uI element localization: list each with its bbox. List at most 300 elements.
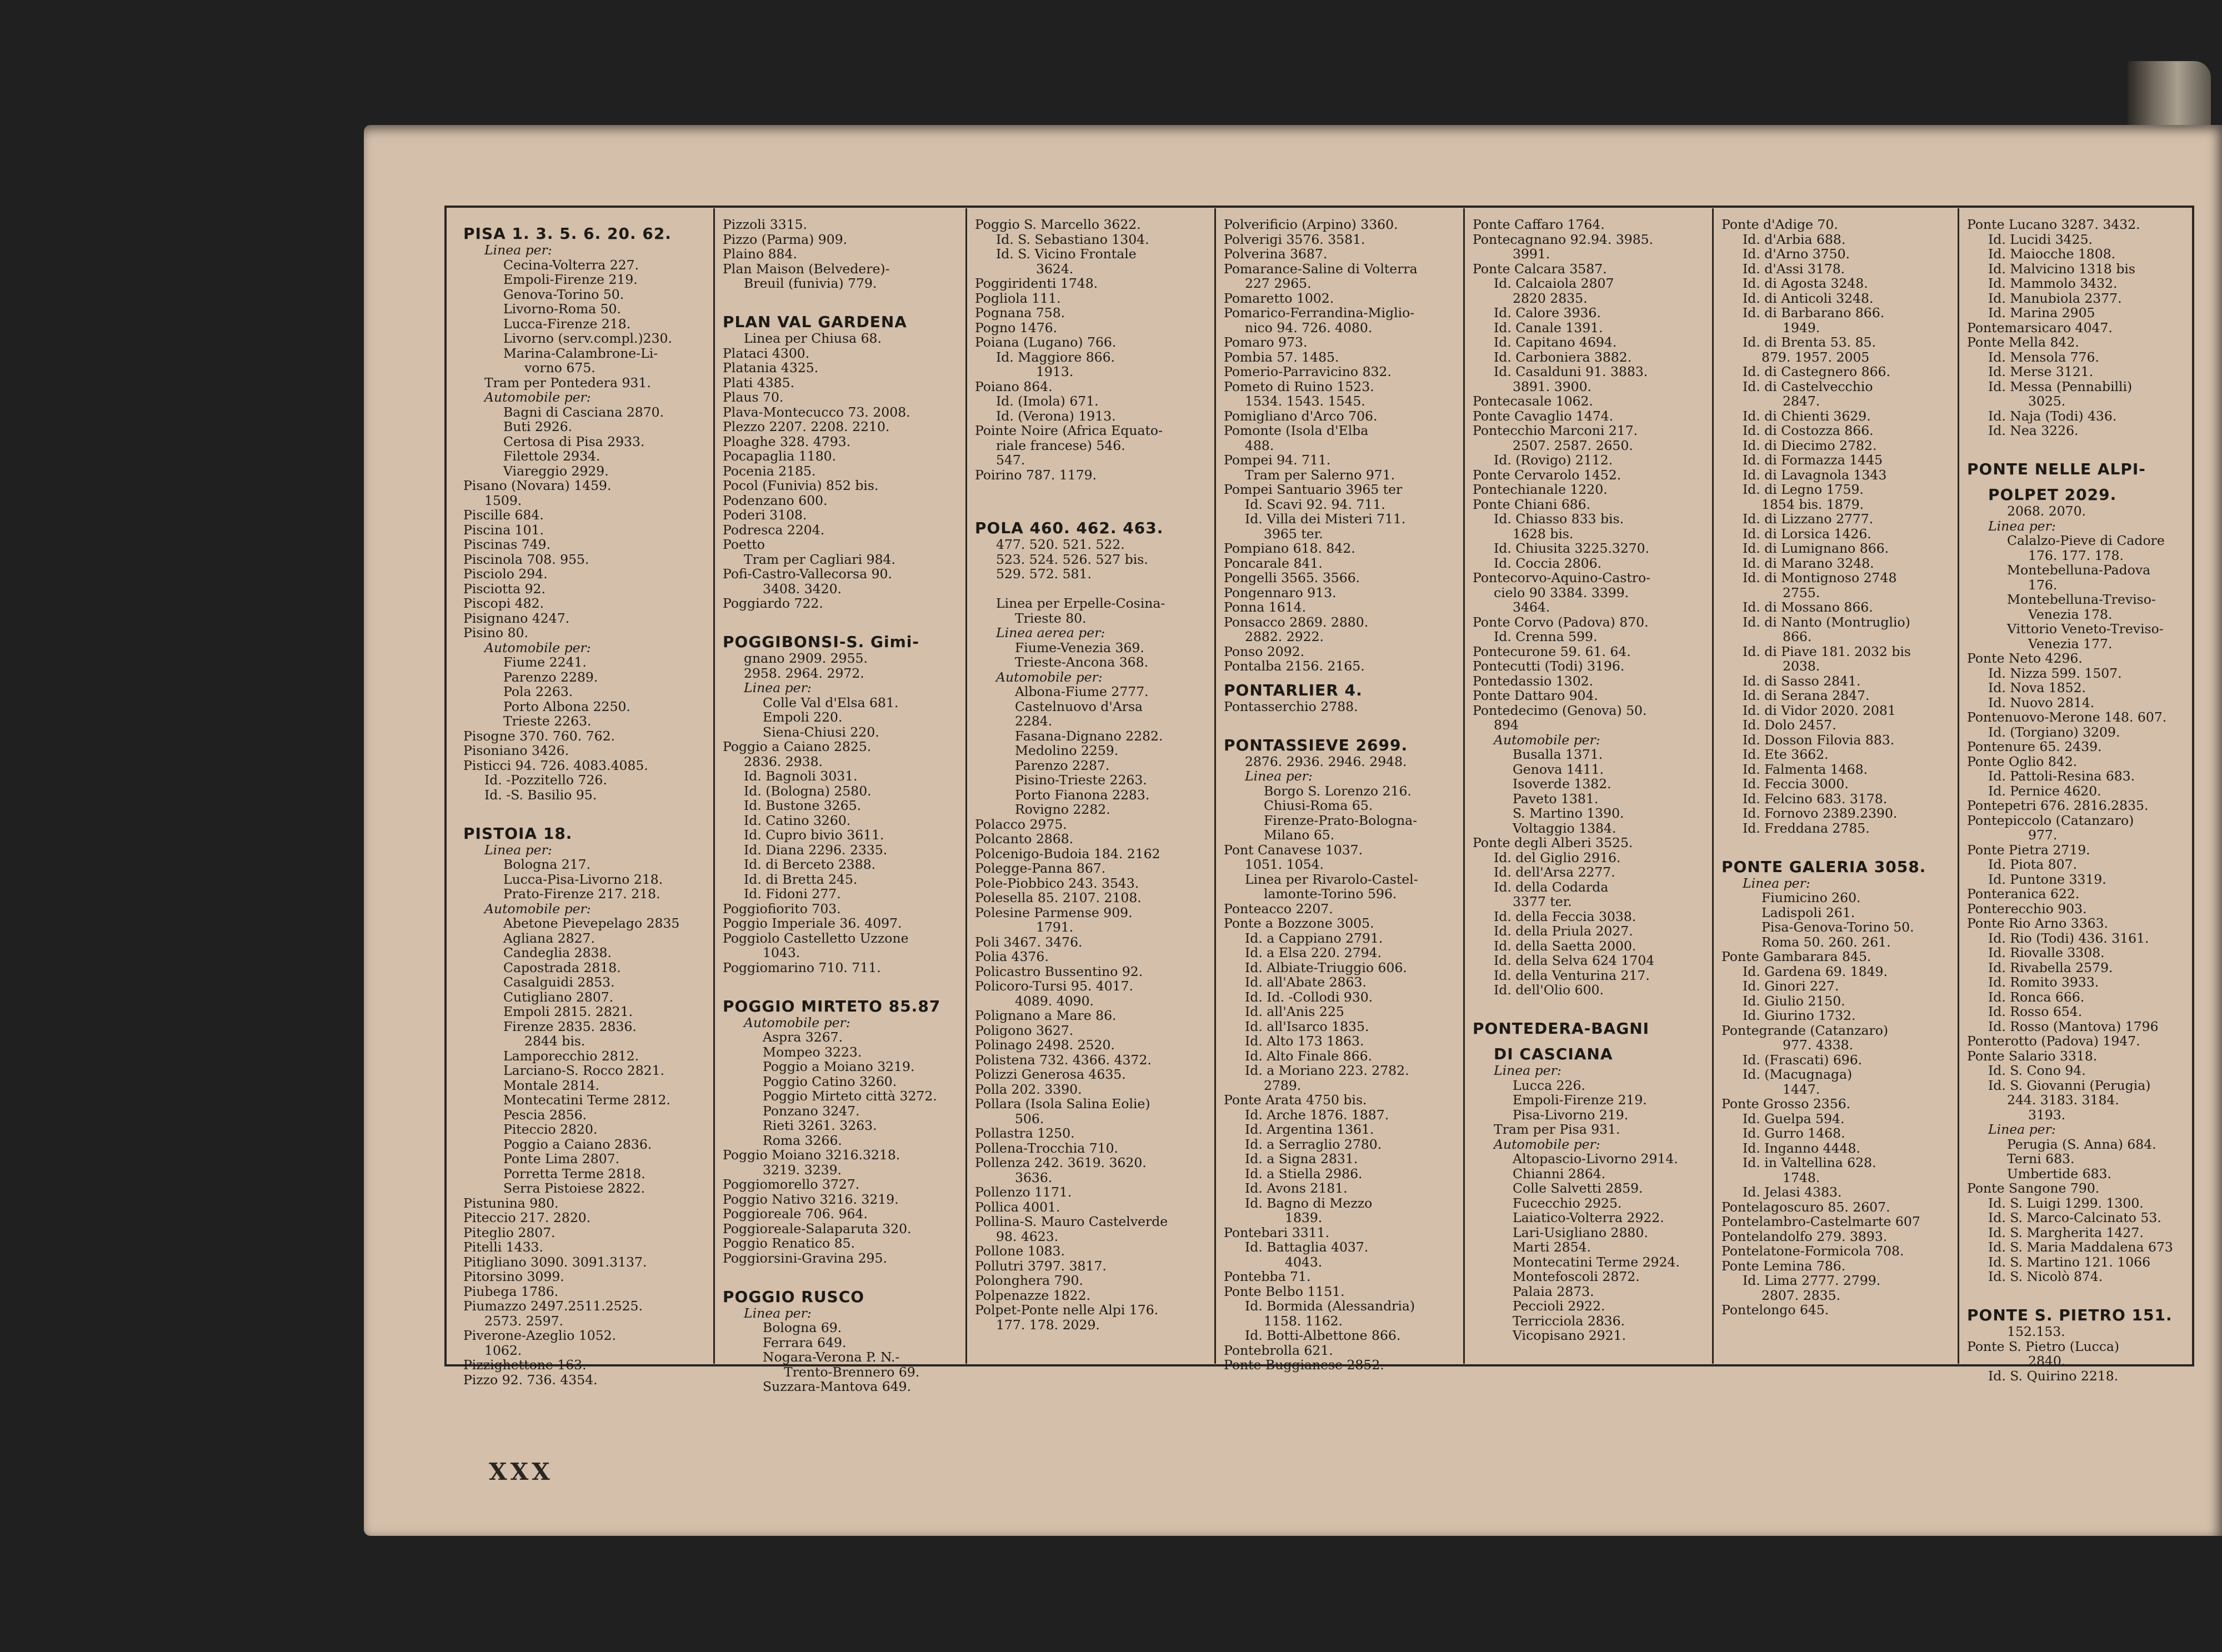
index-entry: Umbertide 683. xyxy=(2007,1165,2111,1182)
index-entry: Id. Calore 3936. xyxy=(1494,305,1601,321)
index-entry: Venezia 177. xyxy=(2028,635,2113,652)
index-entry: Rovigno 2282. xyxy=(1015,802,1110,817)
index-entry: Id. di Serana 2847. xyxy=(1743,688,1870,703)
index-entry: Linea aerea per: xyxy=(996,625,1105,640)
index-entry: Pontechianale 1220. xyxy=(1473,482,1608,497)
index-entry: Chianni 2864. xyxy=(1513,1165,1606,1182)
index-entry: Plava-Montecucco 73. 2008. xyxy=(723,404,910,420)
index-entry: Albona-Fiume 2777. xyxy=(1015,684,1149,699)
index-entry: Trento-Brennero 69. xyxy=(784,1364,920,1380)
index-column-3 xyxy=(965,208,1214,1364)
index-entry: 3991. xyxy=(1513,246,1550,262)
index-entry: Pontecutti (Todi) 3196. xyxy=(1473,658,1625,674)
index-entry: Ponte Calcara 3587. xyxy=(1473,261,1607,277)
index-entry: Polcanto 2868. xyxy=(975,831,1074,847)
index-entry: Id. S. Sebastiano 1304. xyxy=(996,231,1149,247)
index-entry: Ferrara 649. xyxy=(763,1334,847,1350)
index-entry: 2807. 2835. xyxy=(1761,1287,1841,1303)
index-entry: Vittorio Veneto-Treviso- xyxy=(2007,621,2164,637)
index-entry: 3219. 3239. xyxy=(763,1162,842,1178)
index-entry xyxy=(1967,1284,2186,1299)
index-entry: Pocenia 2185. xyxy=(723,463,816,479)
index-column-1 xyxy=(456,208,711,1388)
index-entry: Pollenzo 1171. xyxy=(975,1184,1072,1200)
index-entry: Piscina 101. xyxy=(463,522,544,538)
index-entry: Pointe Noire (Africa Equato- xyxy=(975,423,1163,438)
index-entry: Lari-Usigliano 2880. xyxy=(1513,1224,1648,1240)
index-entry: Pizzighettone 163. xyxy=(463,1357,587,1373)
index-entry: Ponte d'Adige 70. xyxy=(1721,217,1838,232)
index-entry: 977. 4338. xyxy=(1783,1037,1854,1053)
index-entry: Firenze-Prato-Bologna- xyxy=(1264,812,1418,828)
index-entry: Id. Riovalle 3308. xyxy=(1988,945,2105,960)
index-entry: Id. Crenna 599. xyxy=(1494,629,1598,644)
index-entry: Id. Chiusita 3225.3270. xyxy=(1494,540,1650,556)
index-entry: 2836. 2938. xyxy=(744,753,823,769)
index-entry: Pontebari 3311. xyxy=(1224,1224,1330,1240)
index-entry: Id. Guelpa 594. xyxy=(1743,1110,1845,1127)
index-entry: 1043. xyxy=(763,945,800,960)
index-entry: Altopascio-Livorno 2914. xyxy=(1513,1151,1678,1167)
index-entry: Pompei Santuario 3965 ter xyxy=(1224,482,1403,497)
index-entry: Id. (Verona) 1913. xyxy=(996,408,1116,424)
index-entry: Pollastra 1250. xyxy=(975,1125,1075,1141)
index-entry: Montecatini Terme 2812. xyxy=(503,1092,670,1108)
index-entry: Pisino 80. xyxy=(463,625,529,640)
index-entry: Genova-Torino 50. xyxy=(503,286,624,302)
index-entry: Id. Fornovo 2389.2390. xyxy=(1743,805,1898,821)
index-entry: Plataci 4300. xyxy=(723,345,810,361)
index-entry: Pontemarsicaro 4047. xyxy=(1967,319,2113,336)
index-entry: Poderi 3108. xyxy=(723,507,807,523)
index-entry: Montefoscoli 2872. xyxy=(1513,1269,1640,1284)
index-entry: Filettole 2934. xyxy=(503,448,600,464)
index-entry: Id. Gardena 69. 1849. xyxy=(1743,963,1888,979)
index-entry: Ponte Cavaglio 1474. xyxy=(1473,408,1614,424)
index-entry: Pollara (Isola Salina Eolie) xyxy=(975,1096,1150,1112)
index-entry: Polpenazze 1822. xyxy=(975,1287,1091,1303)
index-entry: Ploaghe 328. 4793. xyxy=(723,433,851,449)
index-entry: 879. 1957. 2005 xyxy=(1761,349,1870,365)
index-entry: Poggio Catino 3260. xyxy=(763,1073,897,1089)
index-entry: Id. di Anticoli 3248. xyxy=(1743,290,1874,306)
index-entry: 866. xyxy=(1783,629,1812,644)
index-entry: Vicopisano 2921. xyxy=(1513,1328,1627,1343)
index-entry: 2068. 2070. xyxy=(2007,503,2086,519)
index-entry: Ponte Caffaro 1764. xyxy=(1473,217,1605,232)
section-heading: POLA 460. 462. 463. xyxy=(975,519,1164,537)
index-entry: Linea per: xyxy=(1245,768,1313,784)
index-entry: Palaia 2873. xyxy=(1513,1283,1594,1299)
index-entry: Montebelluna-Padova xyxy=(2007,562,2151,578)
index-entry: Id. a Moriano 223. 2782. xyxy=(1245,1063,1409,1078)
index-entry: Id. a Cappiano 2791. xyxy=(1245,930,1383,946)
index-entry: Parenzo 2289. xyxy=(503,669,598,685)
index-entry: Linea per Rivarolo-Castel- xyxy=(1245,871,1418,887)
index-entry: Polpet-Ponte nelle Alpi 176. xyxy=(975,1302,1159,1318)
index-entry: Id. Mensola 776. xyxy=(1988,349,2099,365)
index-entry: Bologna 217. xyxy=(503,857,591,872)
index-entry: Pontelongo 645. xyxy=(1721,1302,1829,1318)
index-entry: Poggioreale-Salaparuta 320. xyxy=(723,1220,912,1237)
index-entry: Id. (Imola) 671. xyxy=(996,393,1099,409)
index-entry: Id. della Priula 2027. xyxy=(1494,923,1633,939)
index-entry: Pombia 57. 1485. xyxy=(1224,349,1339,365)
index-entry: Id. S. Marco-Calcinato 53. xyxy=(1988,1210,2161,1225)
index-entry: Pontebrolla 621. xyxy=(1224,1342,1333,1358)
index-entry: Id. di Lumignano 866. xyxy=(1743,540,1889,556)
index-entry: Poligono 3627. xyxy=(975,1022,1074,1038)
index-entry: 1791. xyxy=(1036,919,1074,935)
index-entry: Id. di Costozza 866. xyxy=(1743,423,1874,438)
index-entry: 3377 ter. xyxy=(1513,894,1572,909)
index-entry: Pollica 4001. xyxy=(975,1199,1060,1215)
index-entry: Bagni di Casciana 2870. xyxy=(503,404,664,420)
index-entry: Id. Id. -Collodi 930. xyxy=(1245,989,1373,1005)
index-entry: Ponte Lima 2807. xyxy=(503,1151,620,1167)
index-entry: Linea per: xyxy=(1743,875,1810,891)
index-entry: Ponte Sangone 790. xyxy=(1967,1180,2100,1196)
index-entry: Prato-Firenze 217. 218. xyxy=(503,886,660,902)
index-entry: Automobile per: xyxy=(484,389,591,405)
index-entry: Id. -S. Basilio 95. xyxy=(484,787,597,803)
index-entry: Id. Fidoni 277. xyxy=(744,886,841,902)
index-entry: Lucca 226. xyxy=(1513,1077,1585,1093)
section-heading: PISA 1. 3. 5. 6. 20. 62. xyxy=(463,224,672,243)
index-entry: 3891. 3900. xyxy=(1513,378,1592,394)
index-entry: Id. (Torgiano) 3209. xyxy=(1988,724,2120,740)
index-entry: Ponte Chiani 686. xyxy=(1473,496,1591,512)
index-entry: 529. 572. 581. xyxy=(996,566,1092,582)
index-entry: Id. a Serraglio 2780. xyxy=(1245,1136,1382,1152)
index-entry xyxy=(723,975,960,990)
index-entry: Pistunina 980. xyxy=(463,1195,559,1211)
index-entry: Pizzo (Parma) 909. xyxy=(723,231,848,247)
index-entry: Ponte Oglio 842. xyxy=(1967,753,2078,769)
index-entry: Ponte Grosso 2356. xyxy=(1721,1096,1851,1112)
index-entry: Pontepetri 676. 2816.2835. xyxy=(1967,798,2149,813)
index-entry: Pollone 1083. xyxy=(975,1243,1065,1259)
index-entry: Id. S. Nicolò 874. xyxy=(1988,1269,2103,1284)
index-entry: Pocol (Funivia) 852 bis. xyxy=(723,478,879,493)
index-entry: Poggio a Caiano 2825. xyxy=(723,739,872,754)
index-entry: Polcenigo-Budoia 184. 2162 xyxy=(975,845,1160,862)
index-entry: Montale 2814. xyxy=(503,1077,599,1093)
index-entry: Pontecasale 1062. xyxy=(1473,393,1593,409)
index-entry: Pollutri 3797. 3817. xyxy=(975,1258,1107,1274)
index-entry: 2844 bis. xyxy=(524,1033,585,1049)
index-entry: Milano 65. xyxy=(1264,827,1335,843)
index-entry: Id. della Venturina 217. xyxy=(1494,967,1650,983)
index-entry: Id. S. Luigi 1299. 1300. xyxy=(1988,1195,2144,1211)
index-entry: Plezzo 2207. 2208. 2210. xyxy=(723,419,890,434)
index-entry: Podresca 2204. xyxy=(723,522,825,538)
index-entry: 2958. 2964. 2972. xyxy=(744,665,864,681)
index-entry: Id. di Diecimo 2782. xyxy=(1743,437,1877,453)
index-entry: Piscopi 482. xyxy=(463,595,544,611)
index-entry: Ponte Lemina 786. xyxy=(1721,1258,1846,1274)
index-entry xyxy=(1967,438,2186,453)
index-entry: Id. di Piave 181. 2032 bis xyxy=(1743,643,1911,659)
index-entry: Poggio S. Marcello 3622. xyxy=(975,217,1141,232)
index-entry: Id. (Macugnaga) xyxy=(1743,1067,1853,1082)
index-entry: vorno 675. xyxy=(524,360,595,376)
index-entry: Viareggio 2929. xyxy=(503,463,609,479)
index-entry: Id. Bagno di Mezzo xyxy=(1245,1195,1373,1211)
index-entry: Pogliola 111. xyxy=(975,290,1061,306)
index-entry: Policoro-Tursi 95. 4017. xyxy=(975,978,1134,994)
index-entry: Linea per Erpelle-Cosina- xyxy=(996,595,1165,611)
index-entry: Tram per Pisa 931. xyxy=(1494,1122,1620,1137)
index-entry: Pogno 1476. xyxy=(975,319,1058,336)
index-entry: Id. a Stiella 2986. xyxy=(1245,1165,1363,1182)
index-entry: Lamporecchio 2812. xyxy=(503,1048,639,1064)
index-entry: Linea per: xyxy=(1494,1063,1562,1078)
index-entry: Id. Inganno 4448. xyxy=(1743,1140,1860,1156)
index-entry: 4089. 4090. xyxy=(1015,993,1094,1009)
index-entry: 2882. 2922. xyxy=(1245,629,1324,644)
index-entry xyxy=(1473,998,1706,1013)
index-entry: Id. Ginori 227. xyxy=(1743,978,1839,994)
index-entry: Plati 4385. xyxy=(723,374,795,391)
index-entry: Polizzi Generosa 4635. xyxy=(975,1067,1126,1082)
index-entry xyxy=(723,611,960,626)
index-entry: Id. Messa (Pennabilli) xyxy=(1988,378,2133,394)
index-entry: Poggiardo 722. xyxy=(723,595,823,611)
index-entry: Siena-Chiusi 220. xyxy=(763,724,879,740)
index-entry: 98. 4623. xyxy=(996,1228,1059,1244)
index-entry: Id. Felcino 683. 3178. xyxy=(1743,790,1888,807)
index-entry: Pontecorvo-Aquino-Castro- xyxy=(1473,570,1651,585)
index-entry: Trieste-Ancona 368. xyxy=(1015,654,1149,670)
index-entry: 1839. xyxy=(1285,1210,1323,1225)
index-entry: Id. Bagnoli 3031. xyxy=(744,768,858,784)
index-entry: Paveto 1381. xyxy=(1513,790,1599,807)
index-entry: 2507. 2587. 2650. xyxy=(1513,437,1633,453)
index-entry: 244. 3183. 3184. xyxy=(2007,1092,2119,1108)
index-entry: Polesine Parmense 909. xyxy=(975,904,1133,920)
index-entry: Polla 202. 3390. xyxy=(975,1081,1082,1097)
index-entry: Castelnuovo d'Arsa xyxy=(1015,698,1143,714)
index-entry: Id. di Castegnero 866. xyxy=(1743,364,1890,379)
index-entry: Roma 50. 260. 261. xyxy=(1761,934,1891,950)
index-entry: Id. Freddana 2785. xyxy=(1743,820,1870,836)
index-entry: Id. Jelasi 4383. xyxy=(1743,1184,1842,1200)
index-entry: lamonte-Torino 596. xyxy=(1264,886,1397,902)
index-entry: Porto Fianona 2283. xyxy=(1015,787,1150,803)
index-entry: Pizzoli 3315. xyxy=(723,217,808,232)
index-entry: Marina-Calambrone-Li- xyxy=(503,345,658,361)
index-entry: Id. Marina 2905 xyxy=(1988,305,2095,321)
index-entry: Piverone-Azeglio 1052. xyxy=(463,1328,617,1343)
index-entry: nico 94. 726. 4080. xyxy=(1245,319,1373,336)
index-entry: Pollenza 242. 3619. 3620. xyxy=(975,1155,1147,1170)
section-heading: PONTASSIEVE 2699. xyxy=(1224,735,1408,754)
index-entry: Poggio Mirteto città 3272. xyxy=(763,1088,937,1104)
index-entry: Id. Naja (Todi) 436. xyxy=(1988,408,2117,424)
index-entry: Pontecchio Marconi 217. xyxy=(1473,423,1638,438)
index-entry: Pitigliano 3090. 3091.3137. xyxy=(463,1254,647,1270)
index-entry: Piscille 684. xyxy=(463,507,544,523)
index-entry: Id. Avons 2181. xyxy=(1245,1180,1348,1196)
index-entry: Id. Alto Finale 866. xyxy=(1245,1048,1372,1064)
index-entry: Candeglia 2838. xyxy=(503,945,612,960)
index-entry: Id. di Vidor 2020. 2081 xyxy=(1743,702,1896,718)
index-entry: Id. di Sasso 2841. xyxy=(1743,673,1861,689)
index-entry: Id. di Montignoso 2748 xyxy=(1743,570,1897,585)
index-entry: 2755. xyxy=(1783,584,1820,600)
index-entry: Ponterecchio 903. xyxy=(1967,900,2087,917)
index-entry xyxy=(723,1265,960,1280)
index-entry: Id. della Selva 624 1704 xyxy=(1494,953,1655,968)
index-entry: Polverificio (Arpino) 3360. xyxy=(1224,217,1398,232)
index-entry: Pisino-Trieste 2263. xyxy=(1015,772,1147,788)
index-entry: Pofi-Castro-Vallecorsa 90. xyxy=(723,566,892,582)
index-entry: Id. (Rovigo) 2112. xyxy=(1494,452,1613,468)
index-entry: Linea per: xyxy=(744,1305,812,1321)
index-entry: Id. di Formazza 1445 xyxy=(1743,452,1883,468)
index-entry: Firenze 2835. 2836. xyxy=(503,1018,637,1034)
index-entry: Empoli-Firenze 219. xyxy=(503,272,638,287)
index-entry: Id. di Mossano 866. xyxy=(1743,599,1873,615)
index-entry: Id. Malvicino 1318 bis xyxy=(1988,261,2135,277)
index-entry: Id. Nea 3226. xyxy=(1988,423,2079,438)
index-entry: Aspra 3267. xyxy=(763,1029,843,1045)
index-entry: Pognana 758. xyxy=(975,305,1065,321)
index-entry: Plan Maison (Belvedere)- xyxy=(723,261,890,277)
index-entry: Marti 2854. xyxy=(1513,1239,1592,1255)
index-entry: Id. Rosso (Mantova) 1796 xyxy=(1988,1018,2159,1034)
index-entry: 177. 178. 2029. xyxy=(996,1316,1100,1333)
index-entry: Perugia (S. Anna) 684. xyxy=(2007,1136,2156,1152)
index-entry: 2820 2835. xyxy=(1513,290,1588,306)
index-entry: Linea per: xyxy=(1988,518,2056,534)
index-entry: Fiumicino 260. xyxy=(1761,890,1861,905)
index-entry: Empoli 2815. 2821. xyxy=(503,1004,633,1019)
index-entry: 977. xyxy=(2028,827,2058,843)
section-heading: POGGIBONSI-S. Gimi- xyxy=(723,633,920,651)
section-heading: PONTE S. PIETRO 151. xyxy=(1967,1306,2173,1324)
index-entry: 176. xyxy=(2028,577,2058,593)
index-entry: Ponte Belbo 1151. xyxy=(1224,1283,1345,1299)
index-entry: Id. (Bologna) 2580. xyxy=(744,783,872,799)
index-entry: Pisignano 4247. xyxy=(463,610,570,626)
index-entry: Piscinas 749. xyxy=(463,537,551,552)
section-heading: PONTEDERA-BAGNI xyxy=(1473,1019,1650,1038)
index-entry: Id. Maiocche 1808. xyxy=(1988,246,2116,262)
index-entry: Piteccio 2820. xyxy=(503,1122,598,1137)
index-entry: Id. Argentina 1361. xyxy=(1245,1122,1374,1137)
section-heading: PONTARLIER 4. xyxy=(1224,680,1363,699)
index-entry: Laiatico-Volterra 2922. xyxy=(1513,1210,1664,1225)
index-entry: Id. Falmenta 1468. xyxy=(1743,761,1868,777)
index-entry: Id. di Barbarano 866. xyxy=(1743,305,1885,321)
index-entry: Id. Feccia 3000. xyxy=(1743,776,1849,792)
index-entry: 3193. xyxy=(2028,1107,2066,1123)
index-entry: Id. Scavi 92. 94. 711. xyxy=(1245,496,1385,512)
index-entry: Pontenure 65. 2439. xyxy=(1967,739,2102,754)
index-entry: Poggiolo Castelletto Uzzone xyxy=(723,930,909,946)
index-entry: Piumazzo 2497.2511.2525. xyxy=(463,1298,643,1314)
index-entry: Suzzara-Mantova 649. xyxy=(763,1379,912,1394)
index-entry: Id. della Feccia 3038. xyxy=(1494,908,1637,924)
index-entry: 523. 524. 526. 527 bis. xyxy=(996,551,1148,567)
index-entry xyxy=(723,291,960,306)
index-entry: 488. xyxy=(1245,437,1274,453)
index-column-2 xyxy=(713,208,965,1394)
index-column-7 xyxy=(1958,208,2192,1384)
index-entry: Isoverde 1382. xyxy=(1513,776,1612,792)
index-entry: Pongennaro 913. xyxy=(1224,584,1337,600)
index-entry: Id. Diana 2296. 2335. xyxy=(744,842,888,858)
index-entry: Pometo di Ruino 1523. xyxy=(1224,378,1374,394)
index-entry: Livorno-Roma 50. xyxy=(503,301,621,317)
index-entry: Fasana-Dignano 2282. xyxy=(1015,728,1163,744)
index-entry: Ponte Cervarolo 1452. xyxy=(1473,467,1622,483)
index-entry: Id. Carboniera 3882. xyxy=(1494,349,1632,365)
index-entry: Pontelagoscuro 85. 2607. xyxy=(1721,1199,1890,1215)
index-entry: Pontepiccolo (Catanzaro) xyxy=(1967,812,2134,828)
index-entry: Id. (Frascati) 696. xyxy=(1743,1052,1863,1068)
index-entry: Larciano-S. Rocco 2821. xyxy=(503,1063,665,1078)
index-entry: Pisticci 94. 726. 4083.4085. xyxy=(463,757,648,773)
index-entry: Pitorsino 3099. xyxy=(463,1269,564,1284)
index-entry: Ponte a Bozzone 3005. xyxy=(1224,915,1374,931)
index-entry: Pisoniano 3426. xyxy=(463,743,569,758)
section-heading: POGGIO MIRTETO 85.87 xyxy=(723,997,941,1015)
section-heading: PISTOIA 18. xyxy=(463,824,573,843)
index-entry: Fiume 2241. xyxy=(503,654,587,670)
index-entry: Ponte Gambarara 845. xyxy=(1721,949,1871,964)
index-entry: Piubega 1786. xyxy=(463,1283,559,1299)
index-entry: Poirino 787. 1179. xyxy=(975,467,1097,483)
index-entry: 1051. 1054. xyxy=(1245,857,1324,872)
index-entry: Poggio Moiano 3216.3218. xyxy=(723,1147,900,1163)
index-entry: Tram per Salerno 971. xyxy=(1245,467,1395,483)
index-entry: Id. d'Assi 3178. xyxy=(1743,261,1845,277)
index-entry: Polverigi 3576. 3581. xyxy=(1224,231,1365,247)
index-entry: Id. all'Isarco 1835. xyxy=(1245,1018,1369,1034)
index-entry: Pisciotta 92. xyxy=(463,580,546,597)
index-entry: Id. Battaglia 4037. xyxy=(1245,1239,1369,1255)
index-entry: Parenzo 2287. xyxy=(1015,757,1110,773)
index-entry: Tram per Pontedera 931. xyxy=(484,374,651,391)
index-entry: Pomarico-Ferrandina-Miglio- xyxy=(1224,305,1415,321)
index-entry: Id. Capitano 4694. xyxy=(1494,334,1617,350)
index-entry: Colle Val d'Elsa 681. xyxy=(763,694,899,710)
index-entry: 1509. xyxy=(484,492,522,508)
index-entry: Id. Rosso 654. xyxy=(1988,1004,2083,1019)
index-entry: Id. Casalduni 91. 3883. xyxy=(1494,364,1648,379)
index-entry: Id. del Giglio 2916. xyxy=(1494,849,1621,865)
index-entry: Automobile per: xyxy=(1494,732,1600,748)
index-entry: 477. 520. 521. 522. xyxy=(996,537,1125,552)
index-entry: Id. Piota 807. xyxy=(1988,857,2077,872)
index-entry: Id. Lima 2777. 2799. xyxy=(1743,1273,1881,1288)
index-entry: Id. d'Arbia 688. xyxy=(1743,231,1846,247)
index-entry: Abetone Pievepelago 2835 xyxy=(503,915,680,931)
index-entry: Ponso 2092. xyxy=(1224,643,1305,659)
index-entry: Pompei 94. 711. xyxy=(1224,452,1331,468)
index-entry: Id. S. Vicino Frontale xyxy=(996,246,1137,262)
index-entry: Id. Nova 1852. xyxy=(1988,680,2086,695)
index-entry: Id. Nuovo 2814. xyxy=(1988,694,2095,710)
index-entry: Id. Dosson Filovia 883. xyxy=(1743,732,1895,748)
index-entry: Ponte Corvo (Padova) 870. xyxy=(1473,614,1649,630)
index-entry: Id. -Pozzitello 726. xyxy=(484,772,607,788)
index-entry: Ponte Neto 4296. xyxy=(1967,650,2083,666)
index-entry: Pompiano 618. 842. xyxy=(1224,540,1355,556)
